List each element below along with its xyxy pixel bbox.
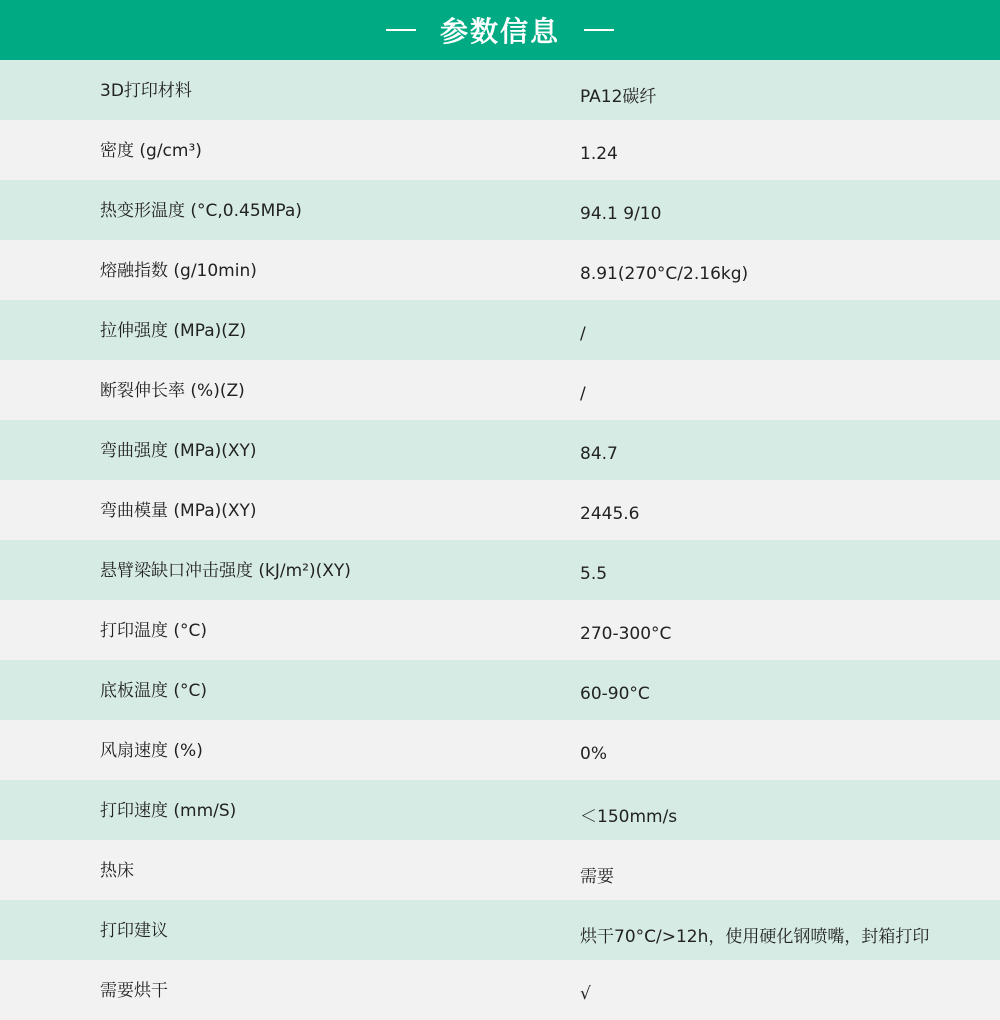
parameter-value: / [580,324,586,344]
parameter-value: 8.91(270°C/2.16kg) [580,264,749,284]
parameter-value: PA12碳纤 [580,86,657,107]
header-right-dash [584,29,614,31]
parameter-label: 打印速度 (mm/S) [100,800,237,821]
table-row [0,540,1000,600]
table-row [0,180,1000,240]
parameter-value: ＜150mm/s [580,806,678,827]
table-row [0,840,1000,900]
table-row [0,480,1000,540]
table-row [0,420,1000,480]
parameter-value: 0% [580,744,607,764]
parameter-label: 悬臂梁缺口冲击强度 (kJ/m²)(XY) [100,560,351,581]
table-row [0,900,1000,960]
section-header [0,0,1000,60]
section-title: 参数信息 [439,15,560,48]
parameter-value: 需要 [580,866,614,887]
parameter-value: 5.5 [580,564,608,584]
header-left-dash [386,29,416,31]
parameter-value: 84.7 [580,444,618,464]
parameter-value: 60-90°C [580,684,650,704]
table-row [0,720,1000,780]
table-row [0,780,1000,840]
parameter-label: 热床 [100,860,134,881]
parameter-label: 打印建议 [100,920,168,941]
parameter-label: 弯曲强度 (MPa)(XY) [100,440,257,461]
parameter-label: 底板温度 (°C) [100,680,208,701]
parameter-value: 94.1 9/10 [580,204,662,224]
parameter-value: 270-300°C [580,624,672,644]
parameter-label: 弯曲模量 (MPa)(XY) [100,500,257,521]
table-row [0,600,1000,660]
table-row [0,300,1000,360]
parameter-label: 拉伸强度 (MPa)(Z) [100,320,247,341]
parameter-label: 热变形温度 (°C,0.45MPa) [100,200,302,221]
parameter-label: 断裂伸长率 (%)(Z) [100,380,245,401]
parameter-label: 3D打印材料 [100,80,192,101]
table-row [0,60,1000,120]
table-row [0,240,1000,300]
parameter-value: 2445.6 [580,504,640,524]
parameter-value: / [580,384,586,404]
parameter-label: 密度 (g/cm³) [100,140,202,161]
parameter-label: 打印温度 (°C) [100,620,208,641]
parameter-label: 风扇速度 (%) [100,740,203,761]
parameter-label: 熔融指数 (g/10min) [100,260,257,281]
table-row [0,120,1000,180]
table-row [0,960,1000,1020]
parameter-label: 需要烘干 [100,980,168,1001]
table-row [0,360,1000,420]
table-row [0,660,1000,720]
parameter-value: 1.24 [580,144,618,164]
parameter-value: 烘干70°C/>12h，使用硬化钢喷嘴，封箱打印 [580,926,930,947]
parameter-value: √ [580,984,591,1004]
spec-table [0,60,1000,1020]
